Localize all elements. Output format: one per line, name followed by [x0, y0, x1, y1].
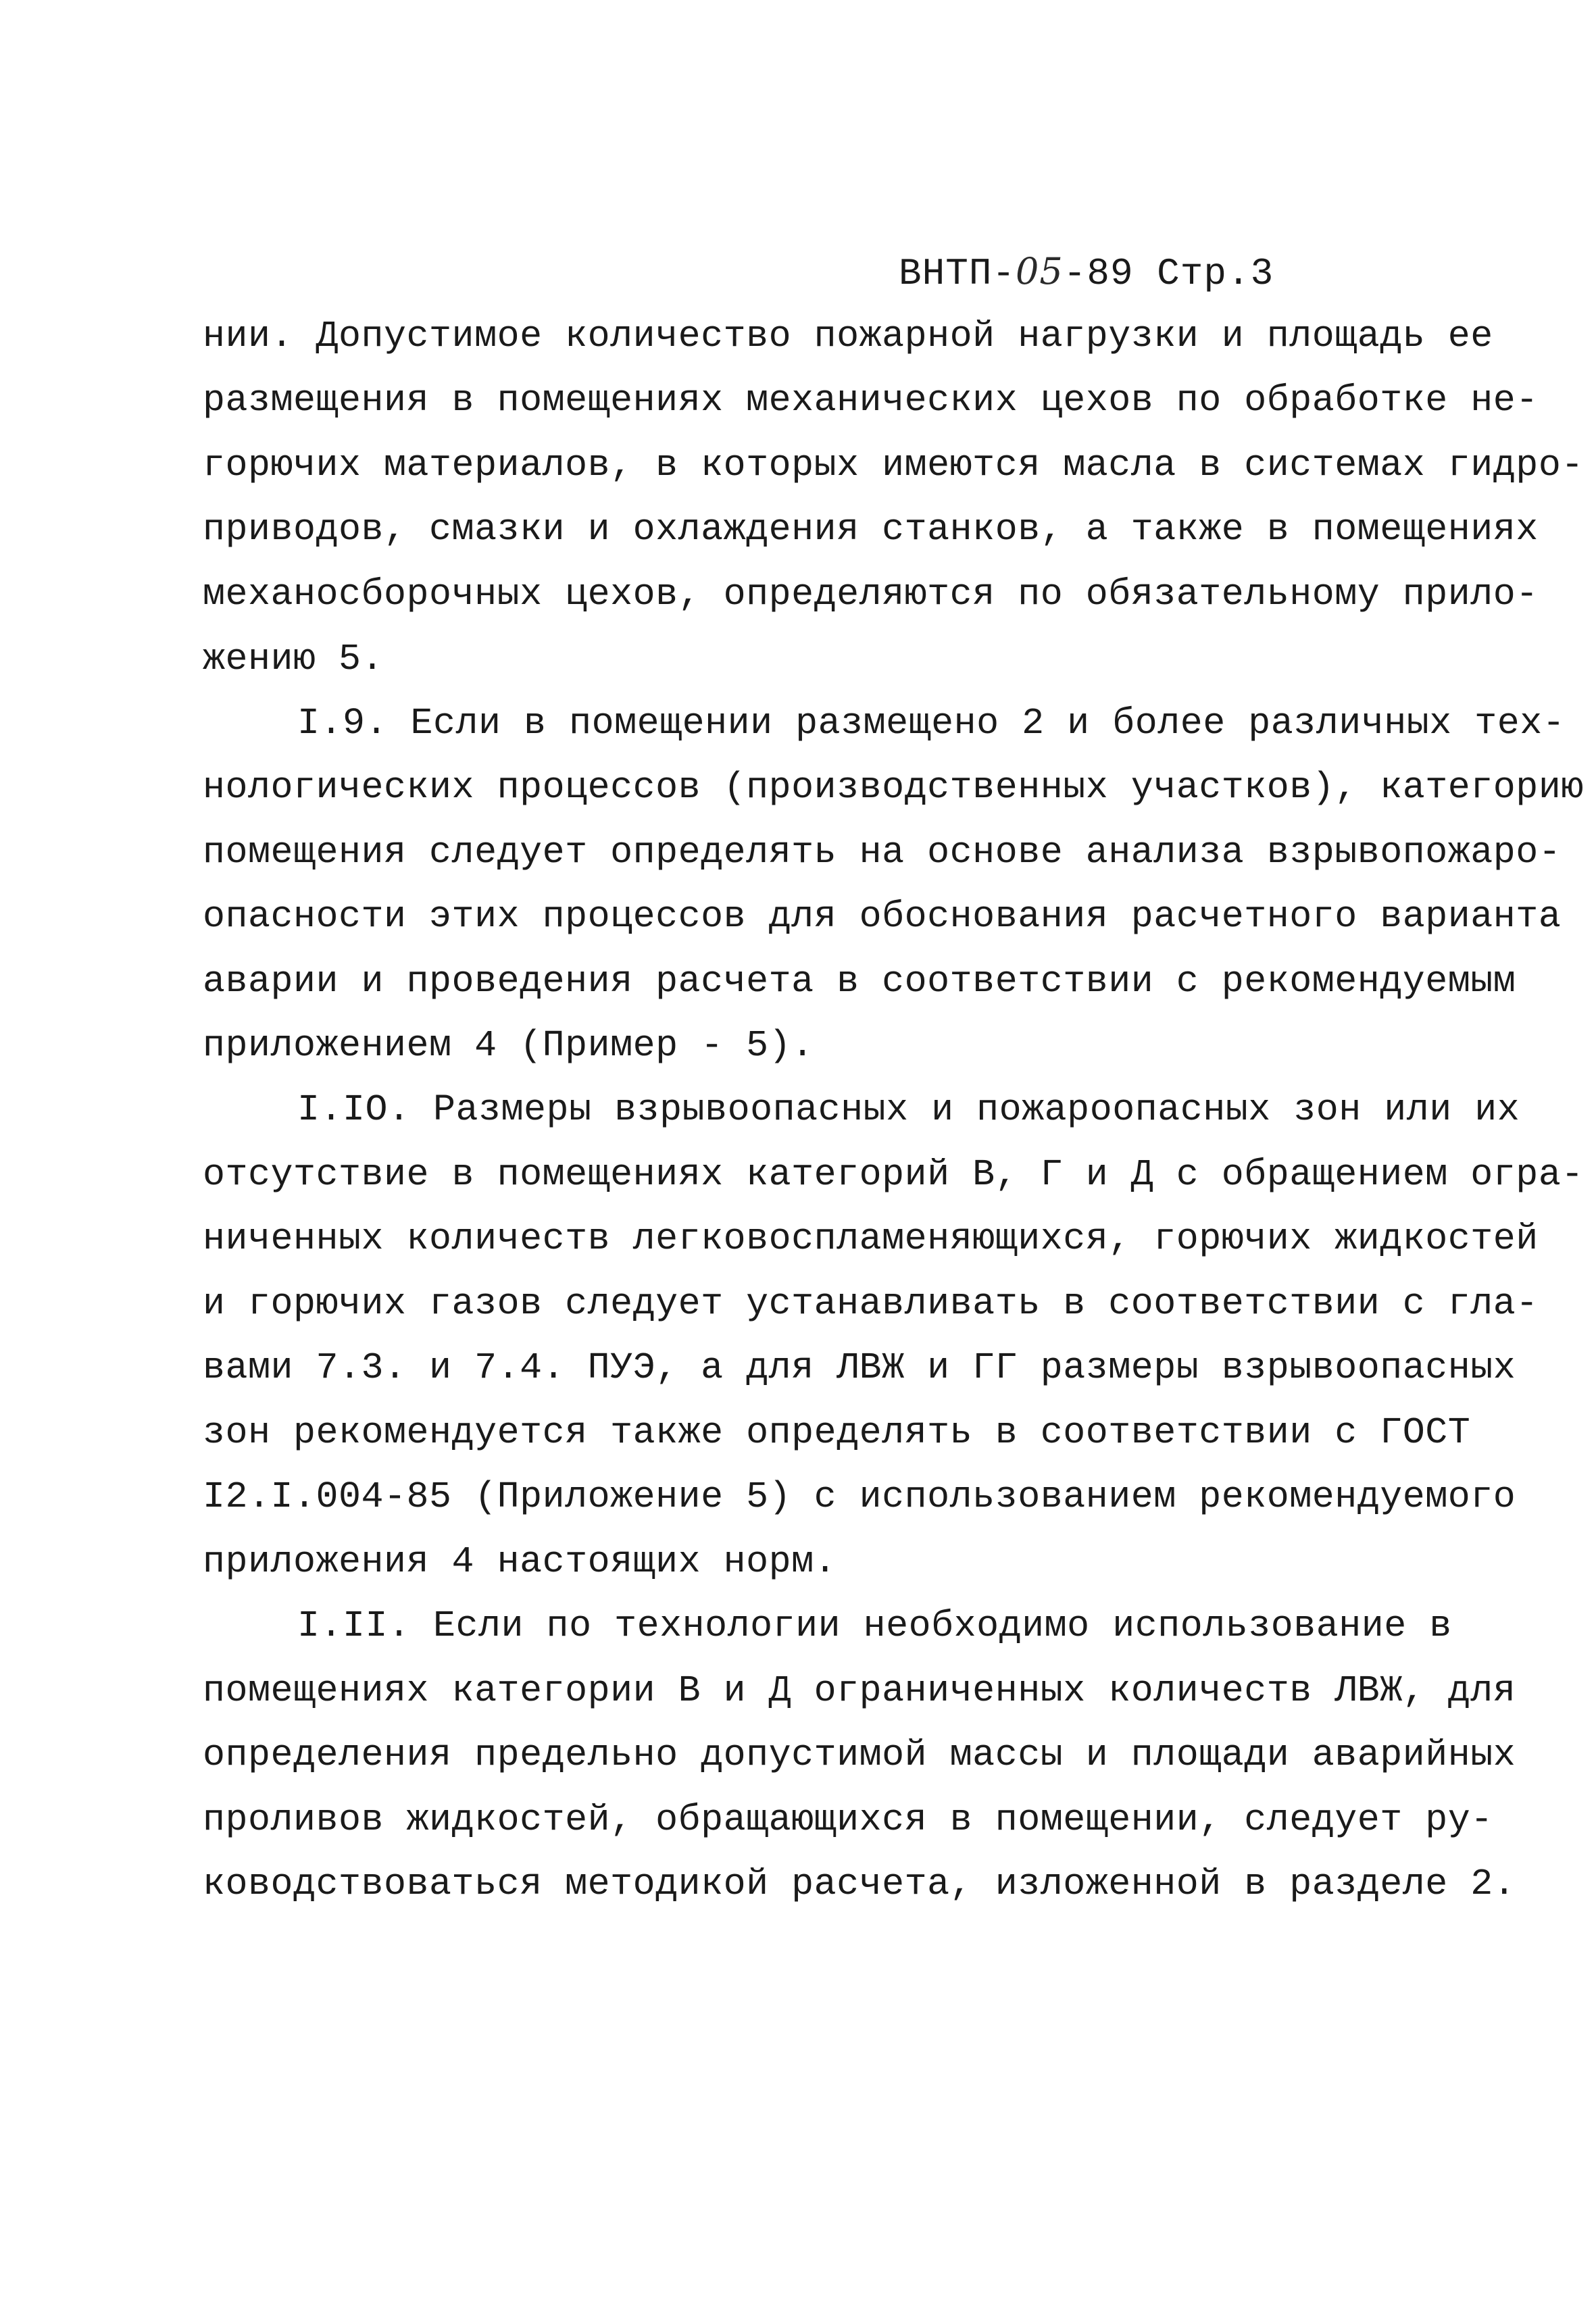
text-line: жению 5. — [203, 638, 384, 680]
text-line: зон рекомендуется также определять в соответствии с ГОСТ — [203, 1411, 1471, 1454]
text-line: опасности этих процессов для обоснования расчетного варианта — [203, 895, 1562, 938]
text-line: приводов, смазки и охлаждения станков, а также в помещениях — [203, 508, 1539, 551]
paragraph-1-11-start: I.II. Если по технологии необходимо использование в — [297, 1605, 1452, 1647]
text-line: горючих материалов, в которых имеются масла в системах гидро- — [203, 444, 1584, 486]
text-line: проливов жидкостей, обращающихся в помещении, следует ру- — [203, 1799, 1493, 1841]
paragraph-1-10-start: I.IO. Размеры взрывоопасных и пожароопасных зон или их — [297, 1088, 1520, 1131]
doc-code-suffix: -89 Стр.3 — [1063, 252, 1274, 295]
text-line: размещения в помещениях механических цехов по обработке не- — [203, 379, 1539, 422]
text-line: приложением 4 (Пример - 5). — [203, 1024, 814, 1067]
text-line: ководствоваться методикой расчета, изложенной в разделе 2. — [203, 1863, 1516, 1905]
text-line: аварии и проведения расчета в соответствии с рекомендуемым — [203, 960, 1516, 1003]
text-line: помещениях категории В и Д ограниченных количеств ЛВЖ, для — [203, 1669, 1516, 1712]
handwritten-doc-number: 05 — [1016, 250, 1064, 293]
text-line: отсутствие в помещениях категорий В, Г и Д с обращением огра- — [203, 1153, 1584, 1196]
text-line: ниченных количеств легковоспламеняющихся, горючих жидкостей — [203, 1217, 1539, 1260]
text-line: и горючих газов следует устанавливать в соответствии с гла- — [203, 1282, 1539, 1325]
text-line: помещения следует определять на основе анализа взрывопожаро- — [203, 831, 1562, 874]
text-line: нологических процессов (производственных участков), категорию — [203, 766, 1584, 809]
page-header — [899, 250, 1274, 295]
paragraph-1-9-start: I.9. Если в помещении размещено 2 и более различных тех- — [297, 702, 1566, 745]
text-line: приложения 4 настоящих норм. — [203, 1540, 837, 1583]
text-line: определения предельно допустимой массы и площади аварийных — [203, 1734, 1516, 1776]
text-line: I2.I.004-85 (Приложение 5) с использованием рекомендуемого — [203, 1476, 1516, 1518]
text-line: нии. Допустимое количество пожарной нагрузки и площадь ее — [203, 315, 1493, 357]
text-line: механосборочных цехов, определяются по обязательному прило- — [203, 573, 1539, 615]
text-line: вами 7.3. и 7.4. ПУЭ, а для ЛВЖ и ГГ размеры взрывоопасных — [203, 1347, 1516, 1389]
doc-code-prefix: ВНТП- — [899, 252, 1016, 295]
